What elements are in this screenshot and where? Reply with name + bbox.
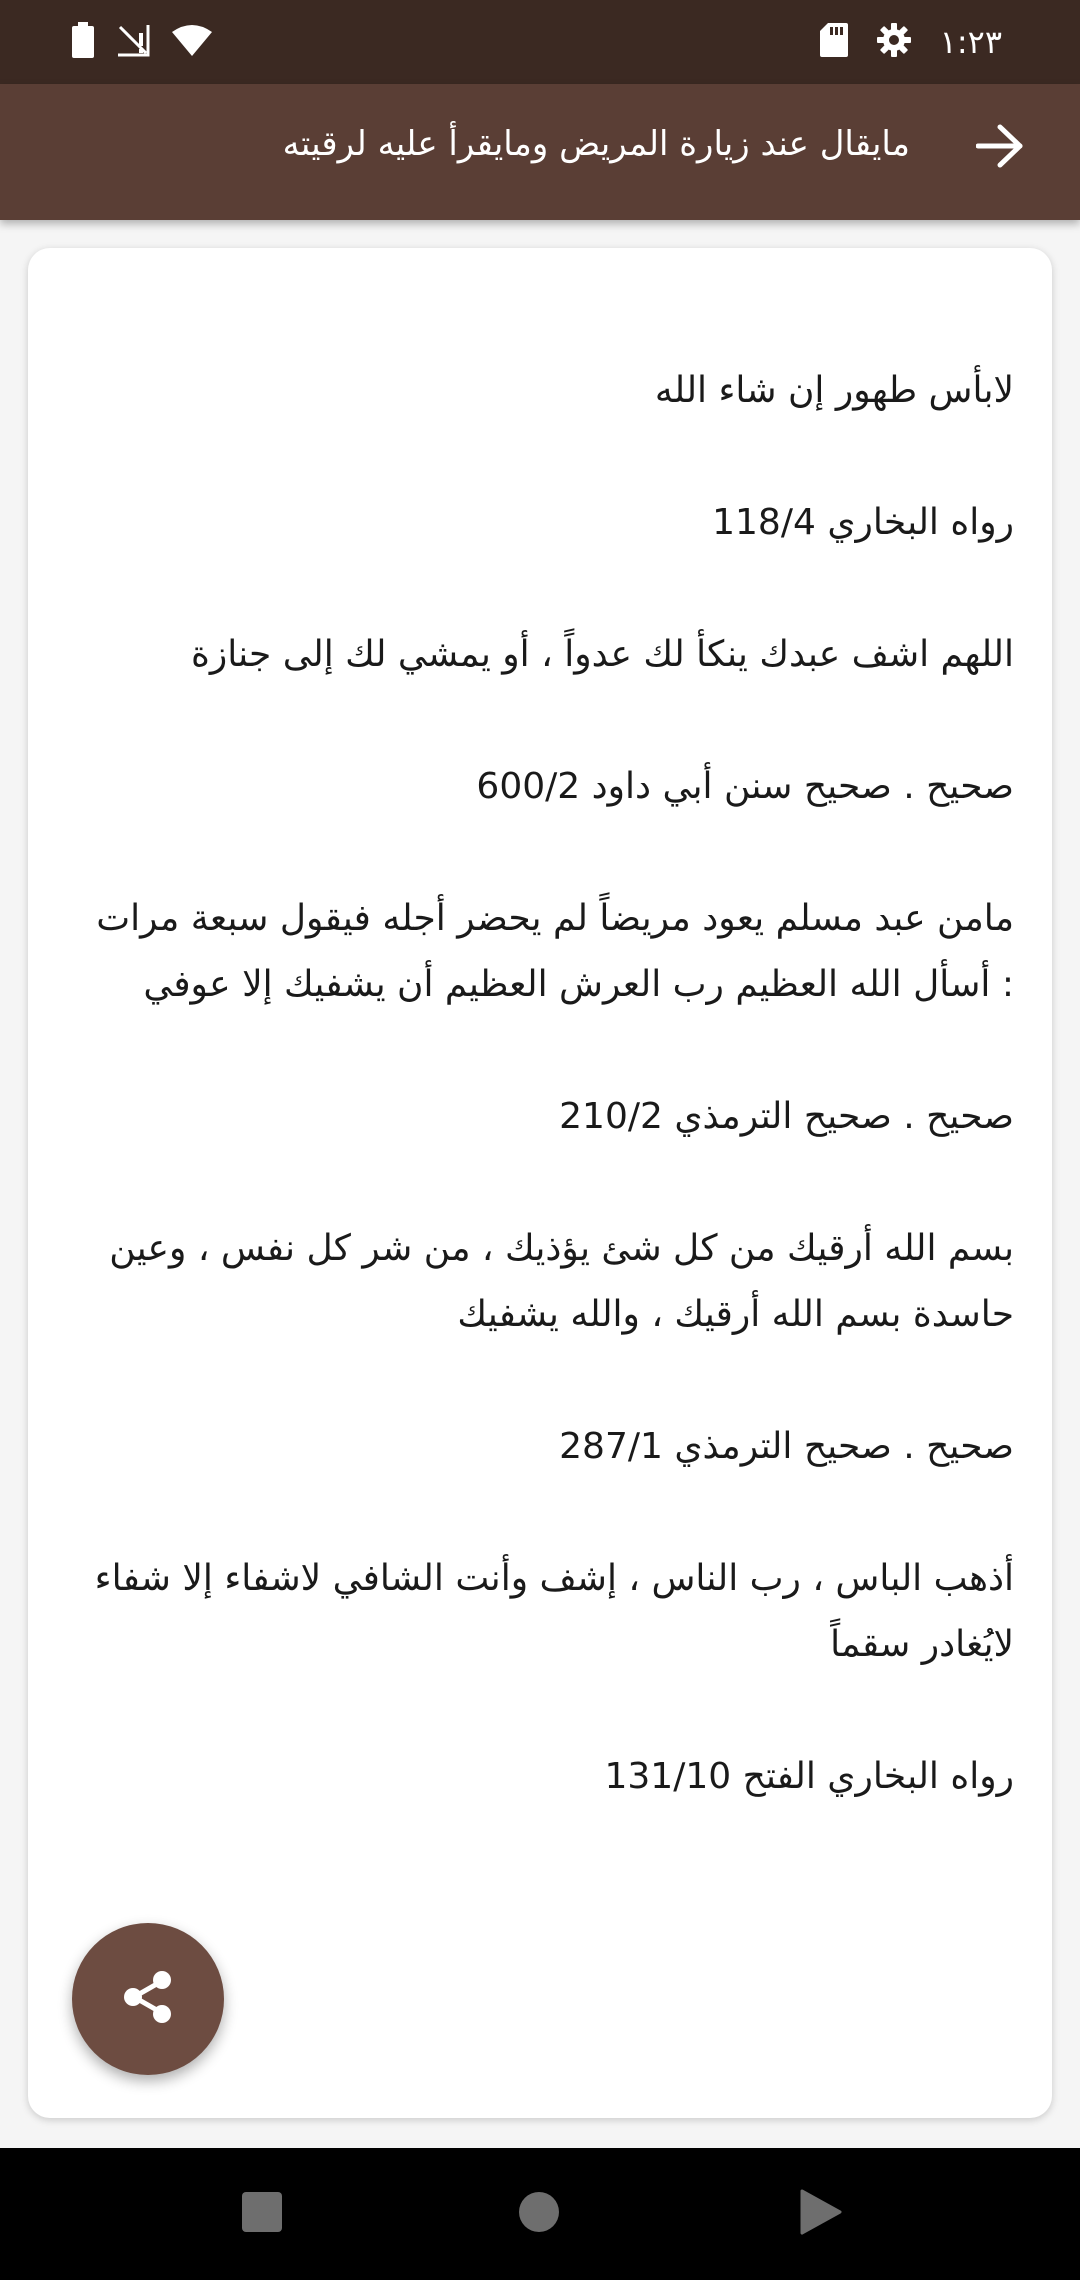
hadith-reference: رواه البخاري 118/4 <box>712 502 1014 543</box>
arrow-forward-icon <box>976 124 1024 172</box>
status-time: ١:٢٣ <box>939 23 1002 61</box>
battery-icon <box>72 22 94 62</box>
dua-paragraph: مامن عبد مسلم يعود مريضاً لم يحضر أجله فيقول سبعة مرات : أسأل الله العظيم رب العرش العظيم أن يشفيك إلا عوفي <box>96 898 1014 1005</box>
hadith-reference: صحيح . صحيح الترمذي 210/2 <box>559 1096 1014 1137</box>
sd-card-icon <box>820 23 848 61</box>
hadith-reference: صحيح . صحيح الترمذي 287/1 <box>559 1426 1014 1467</box>
hadith-reference: صحيح . صحيح سنن أبي داود 600/2 <box>476 766 1014 807</box>
wifi-icon <box>172 24 212 60</box>
back-nav-button[interactable] <box>785 2178 857 2250</box>
settings-icon <box>876 22 912 62</box>
content-card <box>28 248 1052 2118</box>
dua-paragraph: اللهم اشف عبدك ينكأ لك عدواً ، أو يمشي لك إلى جنازة <box>190 634 1014 675</box>
page-title: مايقال عند زيارة المريض ومايقرأ عليه لرقيته <box>282 124 910 164</box>
dua-paragraph: بسم الله أرقيك من كل شئ يؤذيك ، من شر كل نفس ، وعين حاسدة بسم الله أرقيك ، والله يشفيك <box>109 1228 1014 1335</box>
hadith-reference: رواه البخاري الفتح 131/10 <box>604 1756 1014 1797</box>
status-icons-right <box>820 20 1002 64</box>
home-circle-icon <box>517 2190 561 2238</box>
home-button[interactable] <box>503 2178 575 2250</box>
dua-paragraph: أذهب الباس ، رب الناس ، إشف وأنت الشافي لاشفاء إلا شفاء لايُغادر سقماً <box>94 1558 1014 1665</box>
share-icon <box>118 1967 178 2031</box>
dua-text <box>78 358 1014 1876</box>
recents-button[interactable] <box>226 2178 298 2250</box>
no-signal-icon <box>116 23 150 61</box>
app-bar <box>0 84 1080 220</box>
share-button[interactable] <box>72 1923 224 2075</box>
back-button[interactable] <box>960 108 1040 188</box>
navigation-bar <box>0 2148 1080 2280</box>
status-bar <box>0 0 1080 84</box>
recents-square-icon <box>241 2191 283 2237</box>
status-icons-left <box>72 22 212 62</box>
dua-paragraph: لابأس طهور إن شاء الله <box>654 370 1014 411</box>
back-triangle-icon <box>800 2189 842 2239</box>
